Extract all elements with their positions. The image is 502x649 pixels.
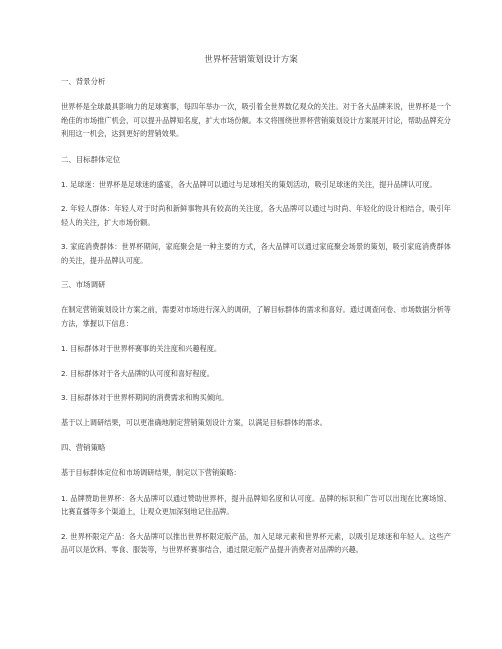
section-heading-background: 一、背景分析 xyxy=(61,77,106,86)
list-item xyxy=(61,240,451,267)
list-item xyxy=(61,202,451,229)
list-item-number: 1. xyxy=(61,180,68,190)
list-item-text: 年轻人群体：年轻人对于时尚和新鲜事物具有较高的关注度，各大品牌可以通过与时尚、年轻化的设计相结合，吸引年轻人的关注，扩大市场份额。 xyxy=(61,204,451,227)
list-item-text: 目标群体对于世界杯赛事的关注度和兴趣程度。 xyxy=(70,344,222,354)
list-item-number: 1. xyxy=(61,493,68,503)
list-item xyxy=(61,367,451,380)
list-item-text: 足球迷：世界杯是足球迷的盛宴，各大品牌可以通过与足球相关的策划活动，吸引足球迷的关注，提升品牌认可度。 xyxy=(70,180,437,190)
list-item xyxy=(61,391,451,404)
list-item-number: 3. xyxy=(61,242,68,252)
list-item xyxy=(61,178,451,191)
section-heading-target-audience: 二、目标群体定位 xyxy=(61,154,121,164)
list-item xyxy=(61,530,451,557)
list-item xyxy=(61,342,451,355)
list-item-number: 2. xyxy=(61,204,68,214)
document-body xyxy=(61,75,451,567)
list-item-number: 3. xyxy=(61,393,68,403)
list-item-number: 1. xyxy=(61,344,68,354)
list-item-text: 家庭消费群体：世界杯期间，家庭聚会是一种主要的方式，各大品牌可以通过家庭聚会场景的策划，吸引家庭消费群体的关注，提升品牌认可度。 xyxy=(61,242,451,265)
list-item-text: 目标群体对于各大品牌的认可度和喜好程度。 xyxy=(70,368,214,378)
section-paragraph: 在制定营销策划设计方案之前，需要对市场进行深入的调研，了解目标群体的需求和喜好。通过调查问卷、市场数据分析等方法，掌握以下信息： xyxy=(61,305,451,328)
section-closing-paragraph: 基于以上调研结果，可以更准确地制定营销策划设计方案，以满足目标群体的需求。 xyxy=(61,417,327,427)
section-paragraph: 世界杯是全球最具影响力的足球赛事，每四年举办一次，吸引着全世界数亿观众的关注。对于各大品牌来说，世界杯是一个绝佳的市场推广机会，可以提升品牌知名度，扩大市场份额。本文将围绕世界杯营销策划设计方案展开讨论，帮助品牌充分利用这一机会，达到更好的营销效果。 xyxy=(61,102,451,139)
list-item-text: 世界杯限定产品：各大品牌可以推出世界杯限定版产品，加入足球元素和世界杯元素，以吸引足球迷和年轻人。这些产品可以是饮料、零食、服装等，与世界杯赛事结合，通过限定版产品提升消费者对品牌的兴趣。 xyxy=(61,531,451,554)
list-item-text: 品牌赞助世界杯：各大品牌可以通过赞助世界杯，提升品牌知名度和认可度。品牌的标识和广告可以出现在比赛场馆、比赛直播等多个渠道上，让观众更加深刻地记住品牌。 xyxy=(61,493,451,517)
list-item-number: 2. xyxy=(61,368,68,378)
section-heading-market-research: 三、市场调研 xyxy=(61,280,106,290)
list-item xyxy=(61,492,451,519)
list-item-number: 2. xyxy=(61,531,68,541)
document-title: 世界杯营销策划设计方案 xyxy=(204,55,298,65)
section-paragraph: 基于目标群体定位和市场调研结果，制定以下营销策略： xyxy=(61,468,241,478)
section-heading-marketing-strategy: 四、营销策略 xyxy=(61,442,106,452)
list-item-text: 目标群体对于世界杯期间的消费需求和购买倾向。 xyxy=(70,393,229,403)
